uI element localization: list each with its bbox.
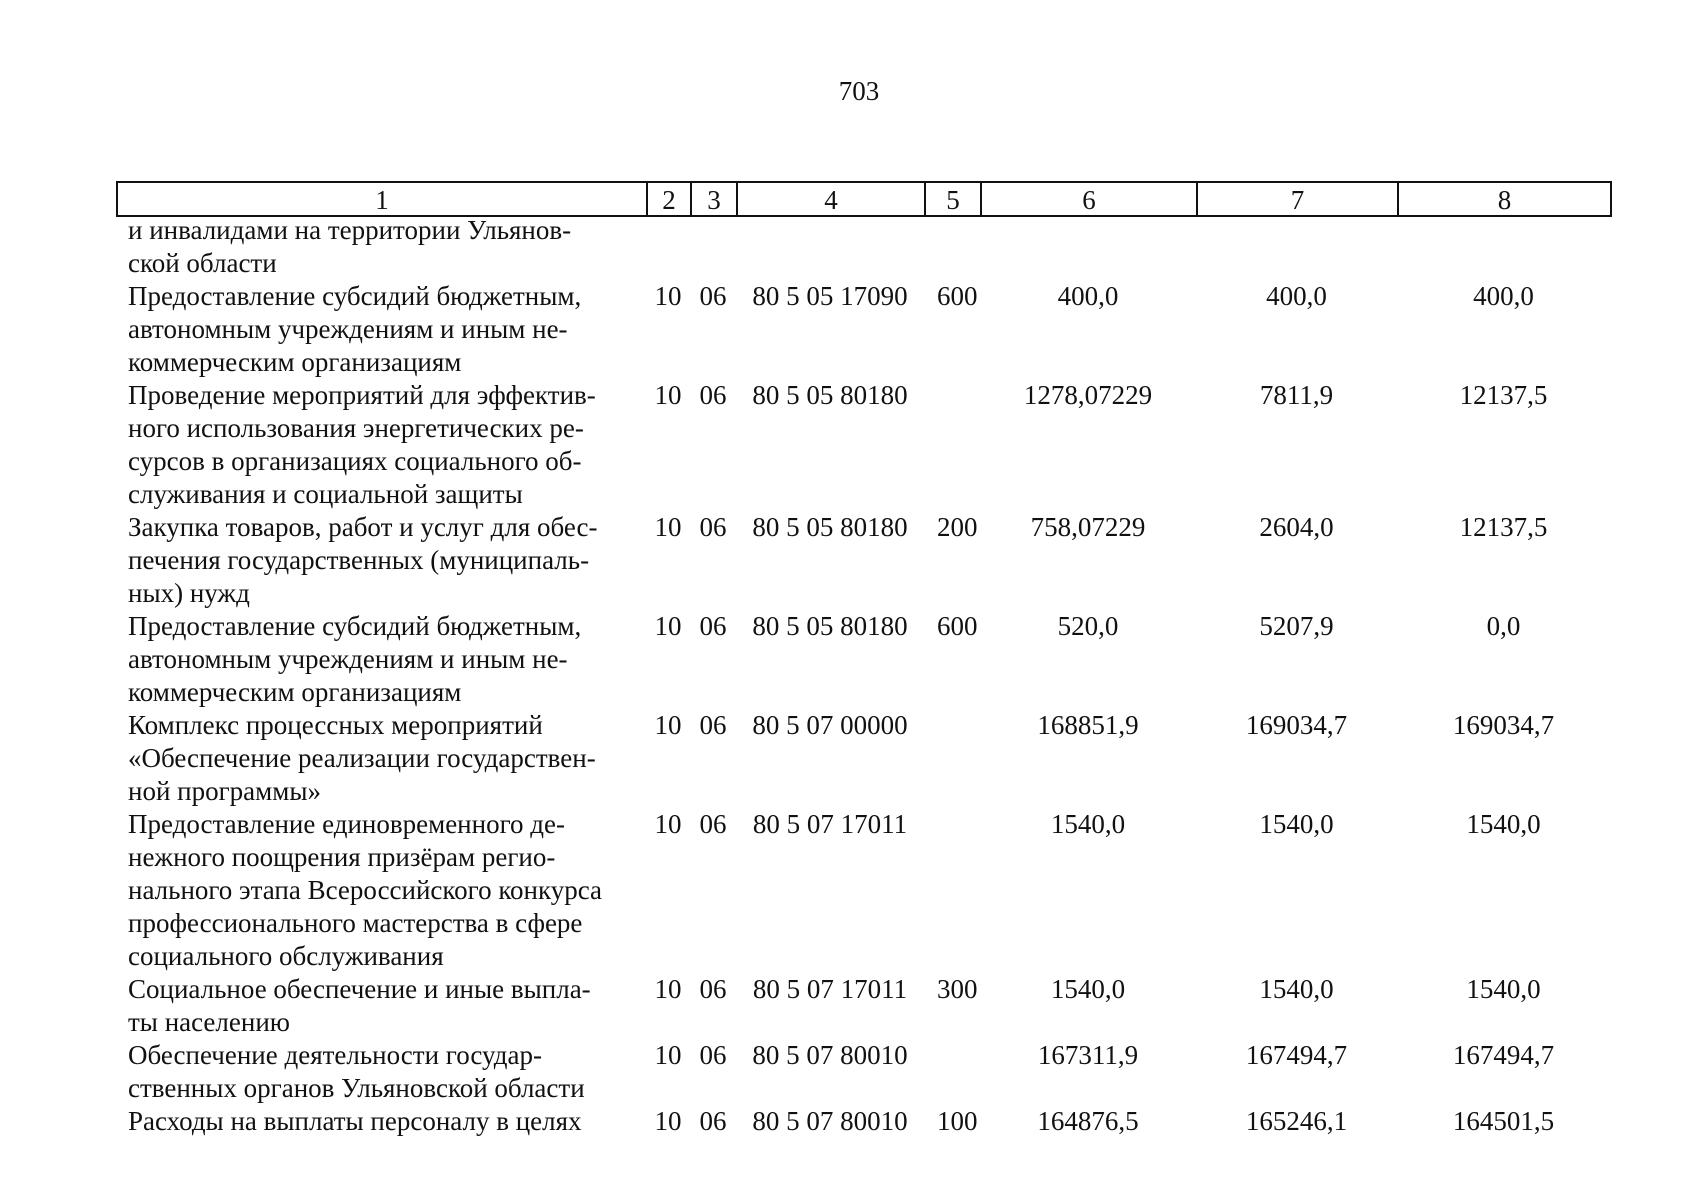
row-description: [116, 973, 646, 1039]
table-row: [116, 1105, 1610, 1138]
description-line: автономным учреждениям и иным не-: [128, 314, 568, 344]
amount-year-2: 169034,7: [1245, 710, 1348, 740]
amount-year-3: 0,0: [1486, 611, 1521, 641]
table-row: [116, 973, 1610, 1039]
description-line: Расходы на выплаты персоналу в целях: [128, 1106, 582, 1136]
description-line: Предоставление субсидий бюджетным,: [128, 611, 582, 641]
description-line: ственных органов Ульяновской области: [128, 1073, 585, 1103]
subsection-code: 06: [699, 809, 727, 839]
subsection-code: 06: [699, 974, 727, 1004]
description-line: ной программы»: [128, 776, 321, 806]
amount-year-2: 1540,0: [1259, 809, 1334, 839]
description-line: Комплекс процессных мероприятий: [128, 710, 543, 740]
expense-type-code: [924, 808, 980, 973]
amount-year-1: 164876,5: [1037, 1106, 1139, 1136]
section-code: 10: [654, 281, 682, 311]
column-header-8: 8: [1398, 182, 1611, 216]
row-description: [116, 511, 646, 610]
column-header-6: 6: [981, 182, 1197, 216]
amount-year-3: 1540,0: [1466, 809, 1541, 839]
expense-type-code: 600: [937, 611, 978, 641]
subsection-code: 06: [699, 611, 727, 641]
expense-type-code: [924, 379, 980, 511]
expense-type-code: [924, 214, 980, 280]
expense-type-code: 600: [937, 281, 978, 311]
section-code: 10: [654, 809, 682, 839]
description-line: автономным учреждениям и иным не-: [128, 644, 568, 674]
expense-type-code: 300: [937, 974, 978, 1004]
description-line: Обеспечение деятельности государ-: [128, 1040, 543, 1070]
column-header-3: 3: [691, 182, 737, 216]
row-description: [116, 709, 646, 808]
section-code: [646, 214, 690, 280]
expense-type-code: [924, 1039, 980, 1105]
amount-year-2: 1540,0: [1259, 974, 1334, 1004]
column-header-table: [116, 181, 1612, 217]
amount-year-3: 12137,5: [1459, 512, 1548, 542]
column-header-row: [117, 182, 1611, 216]
amount-year-1: 520,0: [1057, 611, 1119, 641]
description-line: Предоставление субсидий бюджетным,: [128, 281, 582, 311]
section-code: 10: [654, 1040, 682, 1070]
amount-year-1: 167311,9: [1037, 1040, 1139, 1070]
section-code: 10: [654, 1106, 682, 1136]
table-row: [116, 379, 1610, 511]
expense-type-code: [924, 709, 980, 808]
column-header-5: 5: [925, 182, 981, 216]
row-description: [116, 1105, 646, 1138]
table-row: [116, 511, 1610, 610]
description-line: социального обслуживания: [128, 941, 444, 971]
section-code: 10: [654, 710, 682, 740]
section-code: 10: [654, 512, 682, 542]
amount-year-3: [1397, 214, 1610, 280]
row-description: [116, 808, 646, 973]
amount-year-2: 5207,9: [1259, 611, 1334, 641]
description-line: Социальное обеспечение и иные выпла-: [128, 974, 591, 1004]
description-line: «Обеспечение реализации государствен-: [128, 743, 596, 773]
description-line: ты населению: [128, 1007, 290, 1037]
table-row: [116, 280, 1610, 379]
description-line: ного использования энергетических ре-: [128, 413, 584, 443]
amount-year-2: 2604,0: [1259, 512, 1334, 542]
row-description: [116, 1039, 646, 1105]
description-line: Предоставление единовременного де-: [128, 809, 565, 839]
description-line: Проведение мероприятий для эффектив-: [128, 380, 596, 410]
section-code: 10: [654, 611, 682, 641]
amount-year-2: 165246,1: [1245, 1106, 1348, 1136]
subsection-code: 06: [699, 281, 727, 311]
description-line: печения государственных (муниципаль-: [128, 545, 590, 575]
page-number: 703: [838, 76, 880, 106]
row-description: [116, 280, 646, 379]
description-line: нального этапа Всероссийского конкурса: [128, 875, 603, 905]
target-article-code: 80 5 07 80010: [752, 1040, 908, 1070]
table-row: [116, 808, 1610, 973]
target-article-code: 80 5 07 17011: [752, 809, 908, 839]
amount-year-1: 1278,07229: [1023, 380, 1153, 410]
subsection-code: 06: [699, 512, 727, 542]
row-description: [116, 379, 646, 511]
amount-year-1: [980, 214, 1196, 280]
target-article-code: 80 5 07 00000: [752, 710, 908, 740]
description-line: коммерческим организациям: [128, 347, 462, 377]
table-row: [116, 709, 1610, 808]
subsection-code: 06: [699, 380, 727, 410]
target-article-code: 80 5 05 17090: [752, 281, 908, 311]
table-row: [116, 1039, 1610, 1105]
amount-year-3: 1540,0: [1466, 974, 1541, 1004]
target-article-code: 80 5 05 80180: [752, 611, 908, 641]
amount-year-1: 1540,0: [1050, 974, 1126, 1004]
description-line: и инвалидами на территории Ульянов-: [128, 215, 572, 245]
amount-year-3: 167494,7: [1452, 1040, 1555, 1070]
target-article-code: 80 5 05 80180: [752, 380, 908, 410]
row-description: [116, 610, 646, 709]
subsection-code: [690, 214, 736, 280]
section-code: 10: [654, 974, 682, 1004]
description-line: служивания и социальной защиты: [128, 479, 523, 509]
section-code: 10: [654, 380, 682, 410]
column-header-7: 7: [1197, 182, 1398, 216]
description-line: ской области: [128, 248, 277, 278]
amount-year-1: 758,07229: [1030, 512, 1146, 542]
description-line: профессионального мастерства в сфере: [128, 908, 583, 938]
description-line: Закупка товаров, работ и услуг для обес-: [128, 512, 598, 542]
amount-year-3: 400,0: [1473, 281, 1534, 311]
row-description: [116, 214, 646, 280]
expense-type-code: 200: [937, 512, 978, 542]
target-article-code: [736, 214, 924, 280]
subsection-code: 06: [699, 1040, 727, 1070]
budget-table: [116, 214, 1610, 1138]
amount-year-1: 168851,9: [1037, 710, 1139, 740]
amount-year-3: 12137,5: [1459, 380, 1548, 410]
subsection-code: 06: [699, 710, 727, 740]
description-line: коммерческим организациям: [128, 677, 462, 707]
amount-year-2: 167494,7: [1245, 1040, 1348, 1070]
target-article-code: 80 5 07 80010: [752, 1106, 908, 1136]
amount-year-2: [1196, 214, 1397, 280]
column-header-1: 1: [117, 182, 647, 216]
description-line: сурсов в организациях социального об-: [128, 446, 582, 476]
description-line: нежного поощрения призёрам регио-: [128, 842, 556, 872]
column-header-4: 4: [737, 182, 925, 216]
amount-year-2: 400,0: [1266, 281, 1327, 311]
column-header-2: 2: [647, 182, 691, 216]
amount-year-3: 169034,7: [1452, 710, 1555, 740]
expense-type-code: 100: [937, 1106, 978, 1136]
table-row: [116, 610, 1610, 709]
amount-year-2: 7811,9: [1259, 380, 1334, 410]
amount-year-1: 1540,0: [1050, 809, 1126, 839]
target-article-code: 80 5 07 17011: [752, 974, 908, 1004]
target-article-code: 80 5 05 80180: [752, 512, 908, 542]
subsection-code: 06: [699, 1106, 727, 1136]
amount-year-3: 164501,5: [1452, 1106, 1555, 1136]
table-row: [116, 214, 1610, 280]
amount-year-1: 400,0: [1057, 281, 1119, 311]
description-line: ных) нужд: [128, 578, 250, 608]
